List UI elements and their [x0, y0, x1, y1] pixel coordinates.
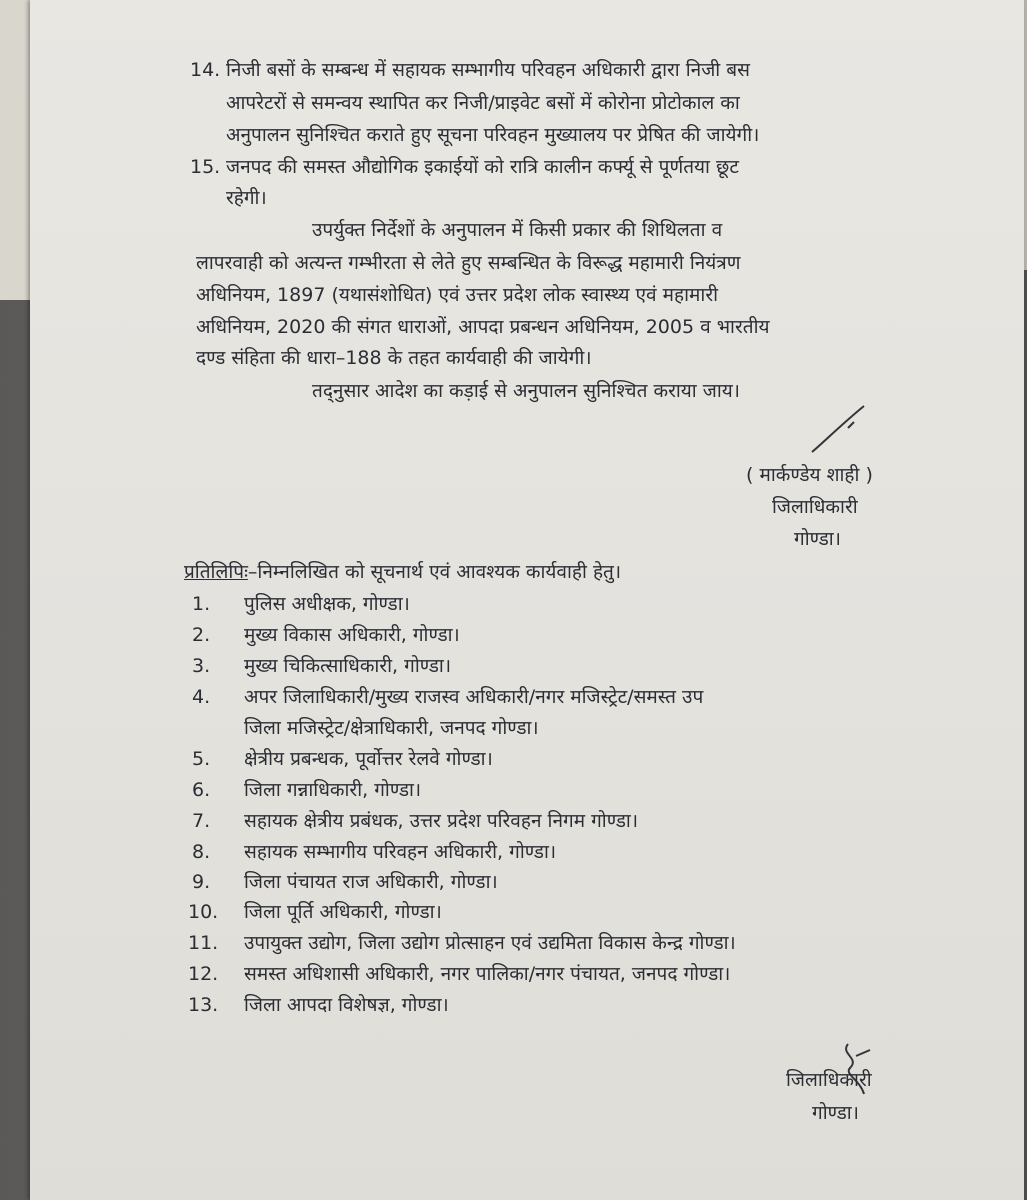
copy-to-intro: –निम्नलिखित को सूचनार्थ एवं आवश्यक कार्यवाही हेतु।	[247, 561, 622, 583]
signatory-designation: जिलाधिकारी	[772, 496, 858, 518]
list-item: मुख्य चिकित्साधिकारी, गोण्डा।	[244, 655, 452, 677]
list-item: जिला गन्नाधिकारी, गोण्डा।	[244, 779, 422, 801]
footer-designation: जिलाधिकारी	[786, 1069, 872, 1091]
signature-mark	[808, 400, 868, 460]
list-item: सहायक सम्भागीय परिवहन अधिकारी, गोण्डा।	[244, 841, 557, 863]
point-text-line: अनुपालन सुनिश्चित कराते हुए सूचना परिवहन मुख्यालय पर प्रेषित की जायेगी।	[226, 124, 760, 146]
warning-line: अधिनियम, 1897 (यथासंशोधित) एवं उत्तर प्रदेश लोक स्वास्थ्य एवं महामारी	[196, 284, 719, 306]
list-item-number: 1.	[192, 593, 211, 615]
list-item: पुलिस अधीक्षक, गोण्डा।	[244, 593, 410, 615]
list-item-number: 4.	[192, 686, 211, 708]
point-text-line: निजी बसों के सम्बन्ध में सहायक सम्भागीय परिवहन अधिकारी द्वारा निजी बस	[226, 59, 750, 81]
list-item: समस्त अधिशासी अधिकारी, नगर पालिका/नगर पंचायत, जनपद गोण्डा।	[244, 963, 731, 985]
warning-line: अधिनियम, 2020 की संगत धाराओं, आपदा प्रबन्धन अधिनियम, 2005 व भारतीय	[196, 316, 770, 338]
copy-to-heading	[184, 560, 621, 584]
list-item-number: 8.	[192, 841, 211, 863]
warning-line: दण्ड संहिता की धारा–188 के तहत कार्यवाही की जायेगी।	[196, 347, 592, 369]
list-item-number: 5.	[192, 748, 211, 770]
signatory-name: ( मार्कण्डेय शाही )	[746, 464, 873, 486]
list-item: जिला आपदा विशेषज्ञ, गोण्डा।	[244, 994, 449, 1016]
point-number: 15.	[190, 156, 221, 178]
list-item-number: 9.	[192, 871, 211, 893]
list-item-number: 12.	[188, 963, 219, 985]
warning-line: लापरवाही को अत्यन्त गम्भीरता से लेते हुए सम्बन्धित के विरूद्ध महामारी नियंत्रण	[196, 252, 741, 274]
warning-line: उपर्युक्त निर्देशों के अनुपालन में किसी प्रकार की शिथिलता व	[312, 219, 723, 241]
signatory-district: गोण्डा।	[794, 528, 841, 550]
point-text-line: रहेगी।	[226, 187, 267, 209]
document-page	[30, 0, 1024, 1200]
footer-district: गोण्डा।	[812, 1102, 859, 1124]
list-item-number: 2.	[192, 624, 211, 646]
list-item-number: 3.	[192, 655, 211, 677]
list-item-number: 11.	[188, 932, 219, 954]
list-item: क्षेत्रीय प्रबन्धक, पूर्वोत्तर रेलवे गोण्डा।	[244, 748, 493, 770]
point-text-line: आपरेटरों से समन्वय स्थापित कर निजी/प्राइवेट बसों में कोरोना प्रोटोकाल का	[226, 92, 740, 114]
list-item: सहायक क्षेत्रीय प्रबंधक, उत्तर प्रदेश परिवहन निगम गोण्डा।	[244, 810, 639, 832]
list-item: जिला पूर्ति अधिकारी, गोण्डा।	[244, 901, 442, 923]
list-item-number: 6.	[192, 779, 211, 801]
list-item-number: 10.	[188, 901, 219, 923]
closing-line: तद्नुसार आदेश का कड़ाई से अनुपालन सुनिश्चित कराया जाय।	[312, 380, 740, 402]
list-item-number: 7.	[192, 810, 211, 832]
list-item-number: 13.	[188, 994, 219, 1016]
list-item: मुख्य विकास अधिकारी, गोण्डा।	[244, 624, 460, 646]
list-item: जिला मजिस्ट्रेट/क्षेत्राधिकारी, जनपद गोण्डा।	[244, 717, 539, 739]
point-text-line: जनपद की समस्त औद्योगिक इकाईयों को रात्रि कालीन कर्फ्यू से पूर्णतया छूट	[226, 156, 739, 178]
list-item: उपायुक्त उद्योग, जिला उद्योग प्रोत्साहन एवं उद्यमिता विकास केन्द्र गोण्डा।	[244, 932, 736, 954]
list-item: जिला पंचायत राज अधिकारी, गोण्डा।	[244, 871, 498, 893]
list-item: अपर जिलाधिकारी/मुख्य राजस्व अधिकारी/नगर मजिस्ट्रेट/समस्त उप	[244, 686, 704, 708]
point-number: 14.	[190, 59, 221, 81]
copy-to-label: प्रतिलिपिः	[184, 561, 248, 583]
